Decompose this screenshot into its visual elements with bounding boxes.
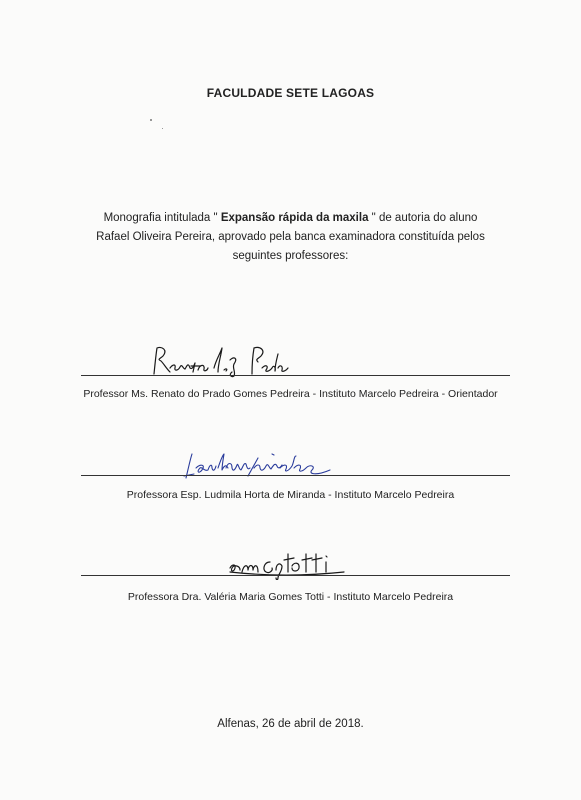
- institution-title: FACULDADE SETE LAGOAS: [206, 86, 375, 100]
- monograph-title: Expansão rápida da maxila: [220, 212, 369, 224]
- statement-prefix: Monografia intitulada ": [103, 212, 221, 224]
- statement-body: " de autoria do aluno Rafael Oliveira Pereira, aprovado pela banca examinadora constituída pelos seguintes professores:: [96, 212, 485, 262]
- signature-caption-examiner-1: Professora Esp. Ludmila Horta de Miranda - Instituto Marcelo Pedreira: [126, 489, 455, 501]
- scan-speck: [162, 128, 163, 129]
- scan-speck: [150, 119, 152, 121]
- signature-line: [81, 475, 510, 476]
- approval-statement: [86, 209, 495, 266]
- signature-caption-advisor: Professor Ms. Renato do Prado Gomes Pedreira - Instituto Marcelo Pedreira - Orientador: [83, 388, 498, 400]
- handwritten-signature-ludmila: [182, 450, 342, 482]
- place-and-date: Alfenas, 26 de abril de 2018.: [217, 718, 364, 730]
- signature-line: [81, 375, 510, 376]
- handwritten-signature-renato: [148, 342, 298, 378]
- signature-caption-examiner-2: Professora Dra. Valéria Maria Gomes Totti - Instituto Marcelo Pedreira: [127, 591, 454, 603]
- signature-line: [81, 575, 510, 576]
